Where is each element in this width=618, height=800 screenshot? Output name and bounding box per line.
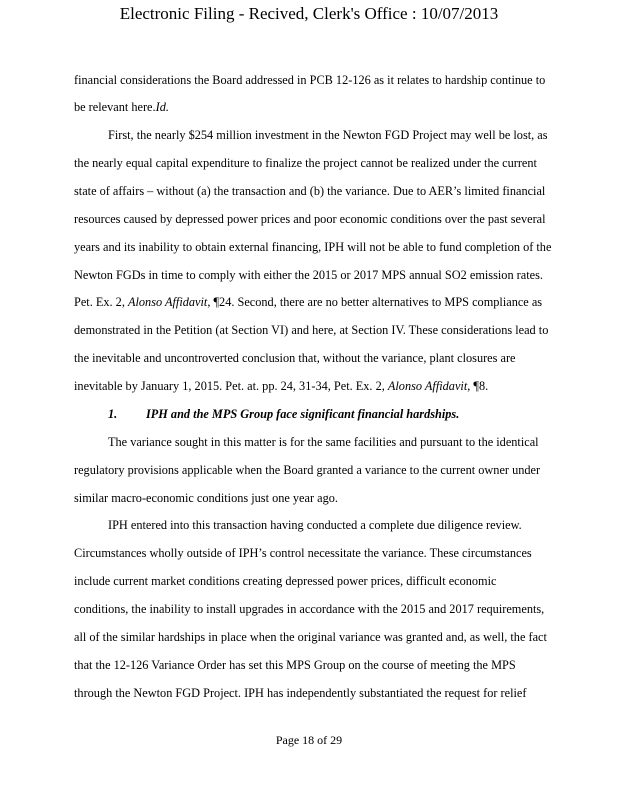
- body-line: the nearly equal capital expenditure to finalize the project cannot be realized under the current: [74, 156, 537, 170]
- citation-affidavit: Alonso Affidavit: [387, 379, 468, 393]
- body-line: include current market conditions creating depressed power prices, difficult economic: [74, 574, 497, 588]
- section-heading: [108, 407, 459, 422]
- section-heading-text: IPH and the MPS Group face significant financial hardships.: [146, 407, 460, 421]
- efiling-stamp-header: Electronic Filing - Recived, Clerk's Office : 10/07/2013: [119, 4, 499, 23]
- body-line: regulatory provisions applicable when the Board granted a variance to the current owner under: [74, 463, 541, 477]
- body-line: state of affairs – without (a) the transaction and (b) the variance. Due to AER’s limited financial: [74, 184, 546, 198]
- body-line: The variance sought in this matter is for the same facilities and pursuant to the identical: [108, 435, 539, 449]
- body-line: financial considerations the Board addressed in PCB 12-126 as it relates to hardship continue to: [74, 73, 546, 87]
- body-line: Pet. Ex. 2, Alonso Affidavit, ¶24. Second, there are no better alternatives to MPS compliance as: [74, 295, 543, 309]
- body-line: demonstrated in the Petition (at Section VI) and here, at Section IV. These considerations lead to: [74, 323, 549, 337]
- body-line: IPH entered into this transaction having conducted a complete due diligence review.: [108, 518, 522, 532]
- body-line: similar macro-economic conditions just one year ago.: [74, 491, 338, 505]
- body-line: inevitable by January 1, 2015. Pet. at. pp. 24, 31-34, Pet. Ex. 2, Alonso Affidavit, ¶8.: [74, 379, 489, 393]
- body-line: Circumstances wholly outside of IPH’s control necessitate the variance. These circumstances: [74, 546, 532, 560]
- page-number: Page 18 of 29: [275, 733, 343, 747]
- body-line: Newton FGDs in time to comply with either the 2015 or 2017 MPS annual SO2 emission rates.: [74, 268, 543, 282]
- body-line: conditions, the inability to install upgrades in accordance with the 2015 and 2017 requirements,: [74, 602, 545, 616]
- body-line: all of the similar hardships in place when the original variance was granted and, as well, the fact: [74, 630, 547, 644]
- citation-id: Id.: [155, 100, 169, 114]
- body-line: the inevitable and uncontroverted conclusion that, without the variance, plant closures are: [74, 351, 516, 365]
- section-heading-number: 1.: [108, 407, 118, 421]
- citation-affidavit: Alonso Affidavit: [127, 295, 208, 309]
- body-line: through the Newton FGD Project. IPH has independently substantiated the request for relief: [74, 686, 527, 700]
- body-line: years and its inability to obtain external financing, IPH will not be able to fund completion of the: [74, 240, 552, 254]
- body-line: that the 12-126 Variance Order has set this MPS Group on the course of meeting the MPS: [74, 658, 516, 672]
- body-line: resources caused by depressed power prices and poor economic conditions over the past several: [74, 212, 546, 226]
- body-line: First, the nearly $254 million investment in the Newton FGD Project may well be lost, as: [108, 128, 548, 142]
- body-line: be relevant here.Id.: [74, 100, 169, 114]
